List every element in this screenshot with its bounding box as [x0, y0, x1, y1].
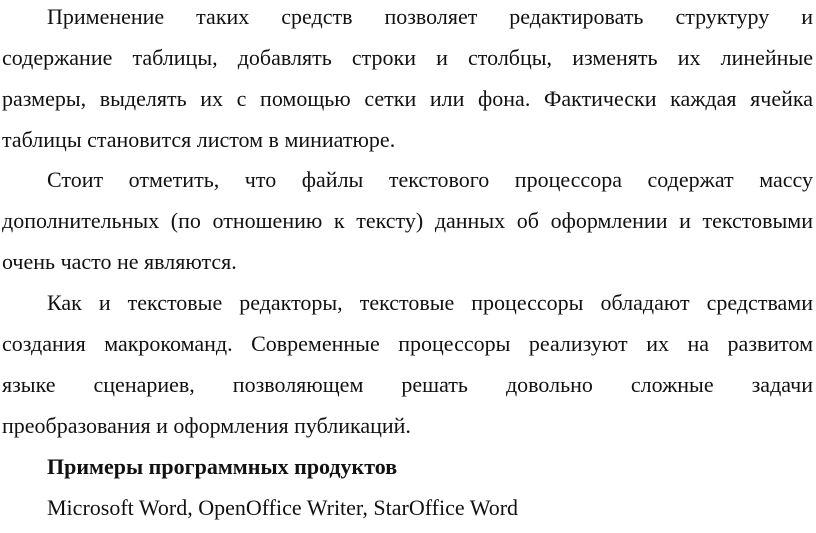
- paragraph-line: Стоит отметить, что файлы текстового процессора содержат массу: [47, 167, 813, 192]
- paragraph-line: содержание таблицы, добавлять строки и столбцы, изменять их линейные: [2, 45, 813, 70]
- paragraph-table-editing: [2, 0, 813, 160]
- paragraph-line: дополнительных (по отношению к тексту) данных об оформлении и текстовыми: [2, 208, 813, 233]
- paragraph-line: размеры, выделять их с помощью сетки или фона. Фактически каждая ячейка: [2, 86, 813, 111]
- paragraph-line: Применение таких средств позволяет редактировать структуру и: [47, 4, 813, 29]
- paragraph-file-format: [2, 159, 813, 282]
- paragraph-line: таблицы становится листом в миниатюре.: [2, 127, 396, 152]
- paragraph-line: Как и текстовые редакторы, текстовые процессоры обладают средствами: [47, 290, 813, 315]
- product-list: Microsoft Word, OpenOffice Writer, StarOffice Word: [47, 495, 519, 520]
- paragraph-line: преобразования и оформления публикаций.: [2, 413, 411, 438]
- paragraph-macros: [2, 282, 813, 446]
- paragraph-line: языке сценариев, позволяющем решать довольно сложные задачи: [2, 372, 813, 397]
- paragraph-line: очень часто не являются.: [2, 249, 237, 274]
- section-heading: Примеры программных продуктов: [47, 454, 398, 479]
- paragraph-line: создания макрокоманд. Современные процессоры реализуют их на развитом: [2, 331, 813, 356]
